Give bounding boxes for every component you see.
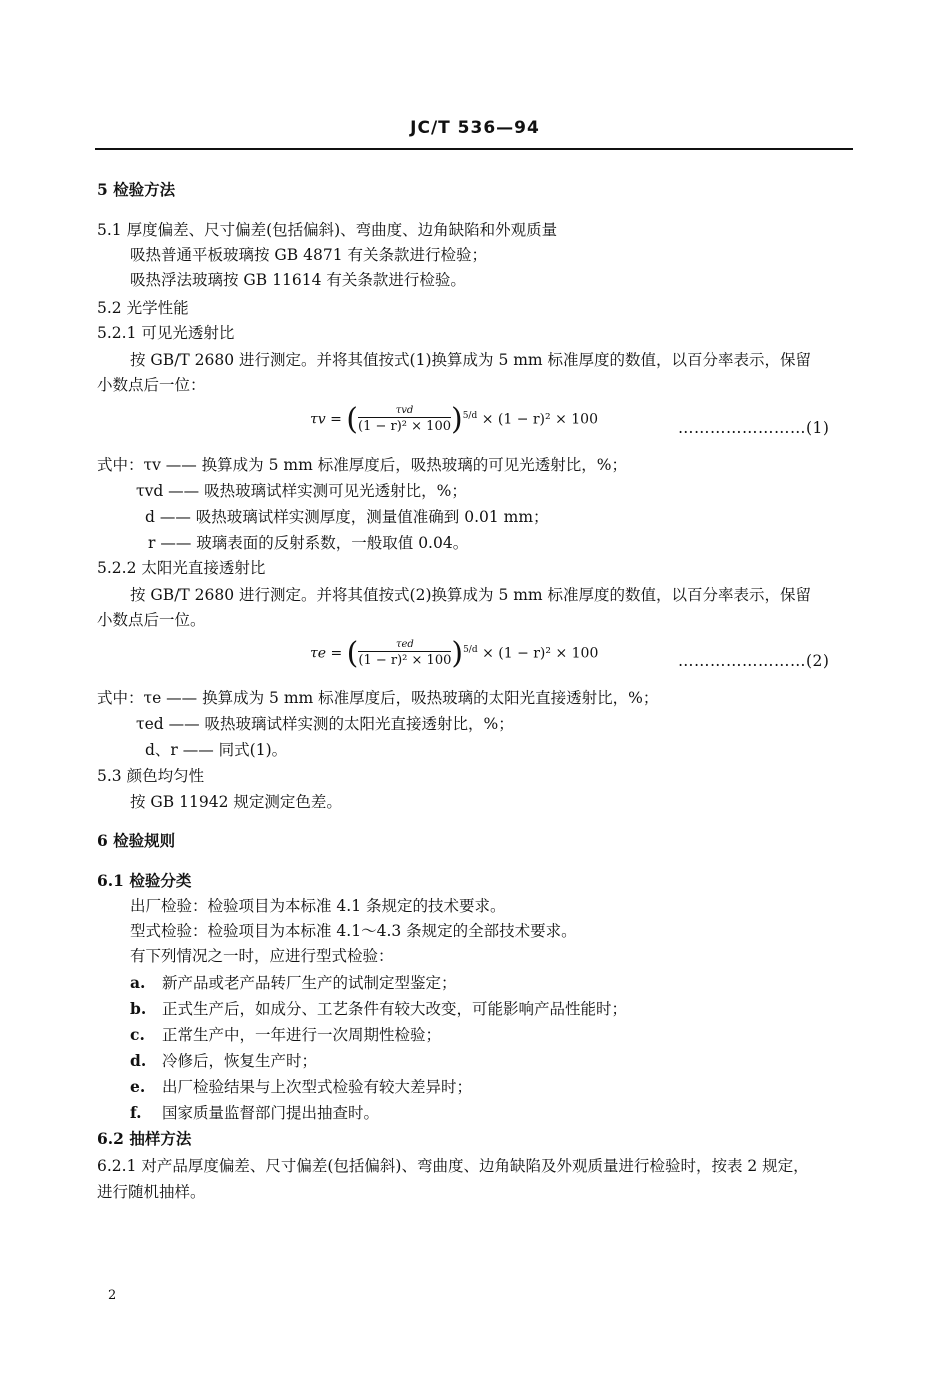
list-item-text: 正常生产中，一年进行一次周期性检验；: [162, 1026, 442, 1044]
where-1-line-4: r —— 玻璃表面的反射系数，一般取值 0.04。: [148, 534, 469, 552]
clause-5-2-2-para-2: 小数点后一位。: [97, 611, 206, 629]
formula-1-denominator: (1 − r)² × 100: [358, 419, 451, 434]
document-code: JC/T 536—94: [410, 118, 540, 138]
clause-5-2-2-para-1: 按 GB/T 2680 进行测定。并将其值按式(2)换算成为 5 mm 标准厚度的数值，以百分率表示，保留: [130, 586, 812, 604]
formula-2-exponent: 5/d: [463, 644, 478, 655]
where-2-line-3: d、r —— 同式(1)。: [145, 741, 288, 759]
list-item-mark: f.: [130, 1103, 142, 1122]
where-1-line-1: 式中：τv —— 换算成为 5 mm 标准厚度后，吸热玻璃的可见光透射比，%；: [97, 456, 627, 474]
list-item-mark: c.: [130, 1025, 145, 1044]
clause-5-2-1-para-1: 按 GB/T 2680 进行测定。并将其值按式(1)换算成为 5 mm 标准厚度的数值，以百分率表示，保留: [130, 351, 812, 369]
list-item-text: 国家质量监督部门提出抽查时。: [162, 1104, 380, 1122]
header-rule: [95, 148, 853, 150]
clause-6-1-line-2: 型式检验：检验项目为本标准 4.1～4.3 条规定的全部技术要求。: [130, 922, 577, 940]
list-item-mark: d.: [130, 1051, 147, 1070]
formula-1-exponent: 5/d: [462, 410, 478, 421]
section-6-title: 6 检验规则: [97, 831, 176, 850]
list-item-mark: b.: [130, 999, 147, 1018]
where-2-line-1: 式中：τe —— 换算成为 5 mm 标准厚度后，吸热玻璃的太阳光直接透射比，%；: [97, 689, 659, 707]
formula-1: τv = ( $\frac{\text{τvd}}{\text{(1 − r)² × 100}}$ )$^{5/d}$ × (1 − r)² × 100: [310, 402, 598, 437]
clause-6-1-line-1: 出厂检验：检验项目为本标准 4.1 条规定的技术要求。: [130, 897, 506, 915]
clause-6-1-line-3: 有下列情况之一时，应进行型式检验：: [130, 947, 394, 965]
clause-5-1-heading: 5.1 厚度偏差、尺寸偏差(包括偏斜)、弯曲度、边角缺陷和外观质量: [97, 221, 558, 239]
list-item-mark: a.: [130, 973, 146, 992]
formula-2-lhs: τe =: [310, 645, 343, 662]
section-5-title: 5 检验方法: [97, 180, 176, 199]
clause-5-1-line-1: 吸热普通平板玻璃按 GB 4871 有关条款进行检验；: [130, 246, 488, 264]
clause-5-2-heading: 5.2 光学性能: [97, 299, 189, 317]
formula-1-numerator: τvd: [358, 405, 451, 418]
list-item-mark: e.: [130, 1077, 146, 1096]
formula-2-denominator: (1 − r)² × 100: [358, 653, 452, 668]
clause-5-3-line-1: 按 GB 11942 规定测定色差。: [130, 793, 342, 811]
list-item-text: 新产品或老产品转厂生产的试制定型鉴定；: [162, 974, 457, 992]
clause-6-2-1-para-2: 进行随机抽样。: [97, 1183, 206, 1201]
formula-2-numerator: τed: [358, 639, 451, 652]
formula-2-number: ……………………(2): [678, 652, 830, 670]
where-2-line-2: τed —— 吸热玻璃试样实测的太阳光直接透射比，%；: [136, 715, 514, 733]
formula-1-lhs: τv =: [310, 411, 342, 428]
formula-1-number: ……………………(1): [678, 419, 830, 437]
list-item-text: 出厂检验结果与上次型式检验有较大差异时；: [162, 1078, 473, 1096]
clause-5-3-heading: 5.3 颜色均匀性: [97, 767, 205, 785]
clause-5-2-2-heading: 5.2.2 太阳光直接透射比: [97, 559, 266, 577]
clause-5-2-1-heading: 5.2.1 可见光透射比: [97, 324, 235, 342]
page-number: 2: [108, 1288, 117, 1303]
where-1-line-3: d —— 吸热玻璃试样实测厚度，测量值准确到 0.01 mm；: [145, 508, 549, 526]
list-item-text: 正式生产后，如成分、工艺条件有较大改变，可能影响产品性能时；: [162, 1000, 628, 1018]
formula-2-rhs: × (1 − r)² × 100: [482, 645, 599, 662]
clause-6-2-1-para-1: 6.2.1 对产品厚度偏差、尺寸偏差(包括偏斜)、弯曲度、边角缺陷及外观质量进行检验时，按表 2 规定，: [97, 1157, 809, 1175]
where-1-line-2: τvd —— 吸热玻璃试样实测可见光透射比，%；: [136, 482, 467, 500]
clause-6-1-heading: 6.1 检验分类: [97, 871, 192, 890]
clause-5-2-1-para-2: 小数点后一位：: [97, 376, 206, 394]
list-item-text: 冷修后，恢复生产时；: [162, 1052, 318, 1070]
formula-1-rhs: × (1 − r)² × 100: [481, 411, 598, 428]
clause-5-1-line-2: 吸热浮法玻璃按 GB 11614 有关条款进行检验。: [130, 271, 466, 289]
formula-2: τe = ( $\frac{\text{τed}}{\text{(1 − r)² × 100}}$ )$^{5/d}$ × (1 − r)² × 100: [310, 636, 599, 671]
clause-6-2-heading: 6.2 抽样方法: [97, 1129, 192, 1148]
